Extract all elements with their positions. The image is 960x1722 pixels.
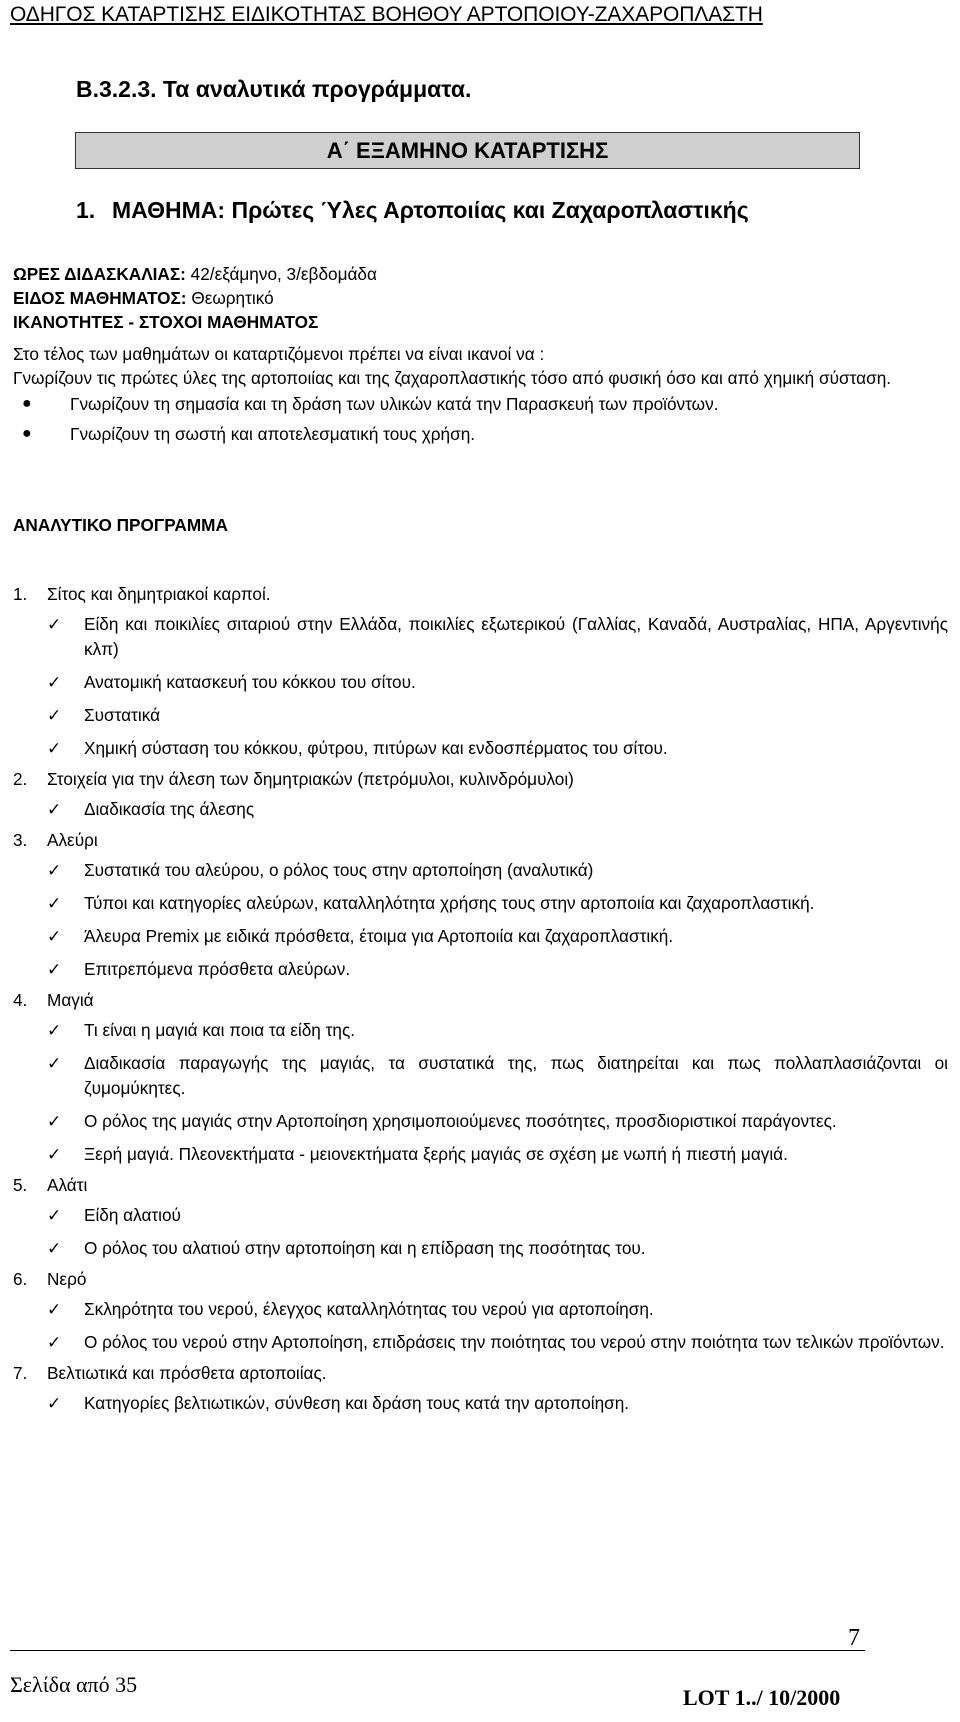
goal-bullet-text: Γνωρίζουν τη σωστή και αποτελεσματική τους χρήση.: [70, 424, 476, 444]
type-value: Θεωρητικό: [191, 288, 274, 308]
checkmark-icon: ✓: [47, 927, 62, 946]
program-topic: [13, 828, 948, 853]
hours-line: [13, 262, 943, 286]
checkmark-icon: ✓: [47, 1239, 62, 1258]
checkmark-icon: ✓: [47, 1300, 62, 1319]
program-topic: [13, 1361, 948, 1386]
semester-label: Α΄ ΕΞΑΜΗΝΟ ΚΑΤΑΡΤΙΣΗΣ: [326, 137, 609, 163]
semester-banner: [75, 132, 860, 169]
goals-section: [13, 342, 943, 446]
topic-number: 4.: [13, 990, 28, 1010]
lesson-meta: [13, 262, 943, 334]
footer-divider: [10, 1650, 865, 1651]
topic-subitem: [13, 957, 948, 982]
checkmark-icon: ✓: [47, 739, 62, 758]
topic-number: 5.: [13, 1175, 28, 1195]
topic-number: 7.: [13, 1363, 28, 1383]
lesson-number: 1.: [76, 197, 96, 223]
subitem-text: Συστατικά: [84, 705, 161, 725]
subitem-text: Ξερή μαγιά. Πλεονεκτήματα - μειονεκτήματα ξερής μαγιάς σε σχέση με νωπή ή πιεστή μαγιά.: [84, 1144, 788, 1164]
subitem-text: Ο ρόλος του νερού στην Αρτοποίηση, επιδράσεις την ποιότητας του νερού στην ποιότητα των τελικών προϊόντων.: [84, 1332, 945, 1352]
subitem-text: Ο ρόλος της μαγιάς στην Αρτοποίηση χρησιμοποιούμενες ποσότητες, προσδιοριστικοί παράγοντες.: [84, 1111, 837, 1131]
checkmark-icon: ✓: [47, 706, 62, 725]
program-topic: [13, 1173, 948, 1198]
subitem-text: Είδη αλατιού: [84, 1205, 181, 1225]
subitem-text: Άλευρα Premix με ειδικά πρόσθετα, έτοιμα για Αρτοποιία και ζαχαροπλαστική.: [84, 926, 674, 946]
checkmark-icon: ✓: [47, 894, 62, 913]
goal-bullet: [13, 392, 943, 416]
topic-subitem: [13, 736, 948, 761]
topic-subitem: [13, 1203, 948, 1228]
page-header-title: ΟΔΗΓΟΣ ΚΑΤΑΡΤΙΣΗΣ ΕΙΔΙΚΟΤΗΤΑΣ ΒΟΗΘΟΥ ΑΡΤΟΠΟΙΟΥ-ΖΑΧΑΡΟΠΛΑΣΤΗ: [10, 3, 763, 26]
goals-heading: ΙΚΑΝΟΤΗΤΕΣ - ΣΤΟΧΟΙ ΜΑΘΗΜΑΤΟΣ: [13, 312, 319, 332]
program-topic: [13, 1267, 948, 1292]
topic-title: Στοιχεία για την άλεση των δημητριακών (πετρόμυλοι, κυλινδρόμυλοι): [47, 769, 574, 789]
subitem-text: Ο ρόλος του αλατιού στην αρτοποίηση και η επίδραση της ποσότητας του.: [84, 1238, 646, 1258]
checkmark-icon: ✓: [47, 1394, 62, 1413]
topic-number: 3.: [13, 830, 28, 850]
topic-subitem: [13, 1018, 948, 1043]
subitem-text: Διαδικασία της άλεσης: [84, 799, 255, 819]
checkmark-icon: ✓: [47, 1145, 62, 1164]
program-topic: [13, 767, 948, 792]
topic-subitem: [13, 670, 948, 695]
type-line: [13, 286, 943, 310]
topic-title: Αλάτι: [47, 1175, 88, 1195]
subitem-text: Τύποι και κατηγορίες αλεύρων, καταλληλότητα χρήσης τους στην αρτοποιία και ζαχαροπλαστική.: [84, 893, 815, 913]
topic-title: Σίτος και δημητριακοί καρποί.: [47, 584, 271, 604]
program-topic: [13, 988, 948, 1013]
topic-subitem: [13, 703, 948, 728]
topic-title: Αλεύρι: [47, 830, 98, 850]
checkmark-icon: ✓: [47, 800, 62, 819]
goals-intro-2: Γνωρίζουν τις πρώτες ύλες της αρτοποιίας και της ζαχαροπλαστικής τόσο από φυσική όσο και από χημική σύσταση.: [13, 368, 892, 388]
topic-subitem: [13, 1391, 948, 1416]
topic-subitem: [13, 797, 948, 822]
lesson-title: [76, 197, 749, 224]
checkmark-icon: ✓: [47, 1333, 62, 1352]
hours-value: 42/εξάμηνο, 3/εβδομάδα: [190, 264, 377, 284]
subitem-text: Ανατομική κατασκευή του κόκκου του σίτου.: [84, 672, 416, 692]
checkmark-icon: ✓: [47, 1112, 62, 1131]
subitem-text: Συστατικά του αλεύρου, ο ρόλος τους στην αρτοποίηση (αναλυτικά): [84, 860, 594, 880]
topic-subitem: [13, 1109, 948, 1134]
checkmark-icon: ✓: [47, 960, 62, 979]
subitem-text: Σκληρότητα του νερού, έλεγχος καταλληλότητας του νερού για αρτοποίηση.: [84, 1299, 654, 1319]
topic-number: 6.: [13, 1269, 28, 1289]
bullet-dot-icon: ●: [22, 395, 32, 412]
topic-subitem: [13, 1142, 948, 1167]
subitem-text: Χημική σύσταση του κόκκου, φύτρου, πιτύρων και ενδοσπέρματος του σίτου.: [84, 738, 668, 758]
lesson-title-text: ΜΑΘΗΜΑ: Πρώτες Ύλες Αρτοποιίας και Ζαχαροπλαστικής: [112, 197, 749, 223]
topic-subitem: [13, 924, 948, 949]
section-heading: Β.3.2.3. Τα αναλυτικά προγράμματα.: [76, 76, 472, 102]
subitem-text: Διαδικασία παραγωγής της μαγιάς, τα συστατικά της, πως διατηρείται και πως πολλαπλασιάζονται οι ζυμομύκητες.: [84, 1053, 948, 1098]
checkmark-icon: ✓: [47, 615, 62, 634]
subitem-text: Τι είναι η μαγιά και ποια τα είδη της.: [84, 1020, 356, 1040]
subitem-text: Είδη και ποικιλίες σιταριού στην Ελλάδα, ποικιλίες εξωτερικού (Γαλλίας, Καναδά, Αυστραλίας, ΗΠΑ, Αργεντινής κλπ): [84, 614, 948, 659]
program-outline: [13, 580, 948, 1416]
type-label: ΕΙΔΟΣ ΜΑΘΗΜΑΤΟΣ:: [13, 288, 187, 308]
bullet-dot-icon: ●: [22, 425, 32, 442]
topic-subitem: [13, 858, 948, 883]
topic-title: Μαγιά: [47, 990, 94, 1010]
topic-number: 1.: [13, 584, 28, 604]
goal-bullet: [13, 422, 943, 446]
goals-intro: Στο τέλος των μαθημάτων οι καταρτιζόμενοι πρέπει να είναι ικανοί να :: [13, 344, 545, 364]
page-of-label: Σελίδα από 35: [10, 1672, 138, 1697]
topic-subitem: [13, 1297, 948, 1322]
checkmark-icon: ✓: [47, 1054, 62, 1073]
checkmark-icon: ✓: [47, 861, 62, 880]
topic-number: 2.: [13, 769, 28, 789]
checkmark-icon: ✓: [47, 1021, 62, 1040]
subitem-text: Επιτρεπόμενα πρόσθετα αλεύρων.: [84, 959, 351, 979]
goal-bullet-text: Γνωρίζουν τη σημασία και τη δράση των υλικών κατά την Παρασκευή των προϊόντων.: [70, 394, 719, 414]
checkmark-icon: ✓: [47, 1206, 62, 1225]
topic-subitem: [13, 1330, 948, 1355]
program-topic: [13, 582, 948, 607]
program-heading: ΑΝΑΛΥΤΙΚΟ ΠΡΟΓΡΑΜΜΑ: [13, 515, 228, 535]
subitem-text: Κατηγορίες βελτιωτικών, σύνθεση και δράση τους κατά την αρτοποίηση.: [84, 1393, 630, 1413]
topic-subitem: [13, 612, 948, 662]
lot-label: LOT 1../ 10/2000: [683, 1685, 841, 1710]
page-number: 7: [848, 1625, 860, 1651]
hours-label: ΩΡΕΣ ΔΙΔΑΣΚΑΛΙΑΣ:: [13, 264, 186, 284]
checkmark-icon: ✓: [47, 673, 62, 692]
topic-subitem: [13, 1236, 948, 1261]
topic-title: Νερό: [47, 1269, 87, 1289]
topic-title: Βελτιωτικά και πρόσθετα αρτοποιίας.: [47, 1363, 327, 1383]
topic-subitem: [13, 891, 948, 916]
topic-subitem: [13, 1051, 948, 1101]
